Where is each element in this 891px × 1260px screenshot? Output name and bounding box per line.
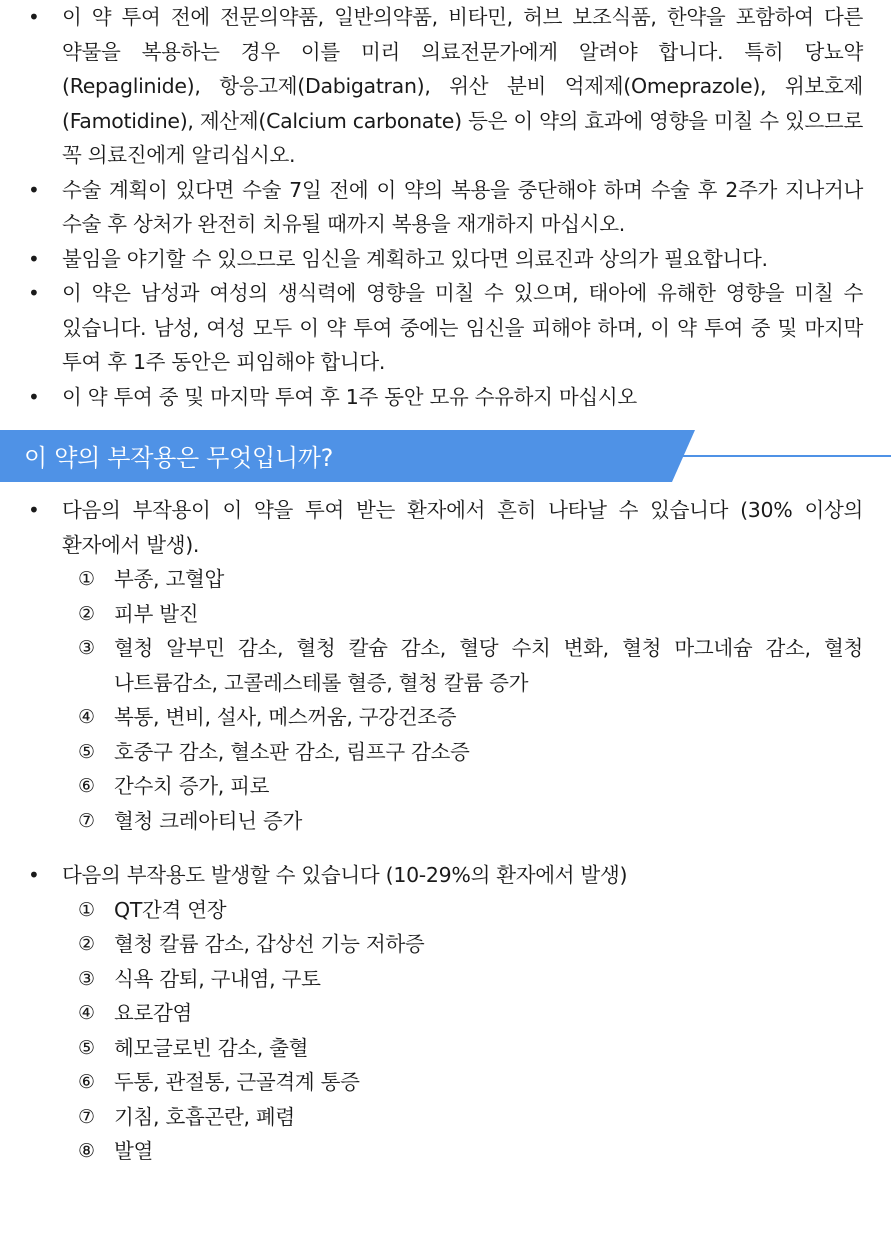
list-item bbox=[78, 804, 863, 839]
list-item bbox=[78, 735, 863, 770]
section-title: 이 약의 부작용은 무엇입니까? bbox=[24, 444, 334, 472]
item-text: 간수치 증가, 피로 bbox=[114, 774, 270, 798]
item-number: ⑤ bbox=[78, 740, 95, 763]
list-item bbox=[78, 1134, 863, 1169]
item-number: ③ bbox=[78, 637, 95, 659]
item-text: 헤모글로빈 감소, 출혈 bbox=[114, 1035, 309, 1060]
bullet-icon: • bbox=[28, 384, 40, 409]
item-number: ⑦ bbox=[78, 809, 95, 832]
item-text: 부종, 고혈압 bbox=[114, 567, 224, 591]
item-text: 피부 발진 bbox=[114, 601, 199, 626]
list-item bbox=[78, 1100, 863, 1135]
less-common-intro-text: 다음의 부작용도 발생할 수 있습니다 (10-29%의 환자에서 발생) bbox=[62, 863, 628, 887]
item-number: ⑧ bbox=[78, 1140, 95, 1162]
less-common-intro bbox=[0, 858, 891, 893]
item-text: 호중구 감소, 혈소판 감소, 림프구 감소증 bbox=[114, 739, 470, 764]
bullet-icon: • bbox=[28, 281, 40, 305]
common-intro bbox=[0, 493, 891, 562]
precautions-section bbox=[0, 0, 891, 414]
list-item bbox=[78, 597, 863, 632]
item-text: 복통, 변비, 설사, 메스꺼움, 구강건조증 bbox=[114, 705, 457, 729]
list-item bbox=[0, 173, 891, 242]
item-number: ⑦ bbox=[78, 1105, 95, 1128]
list-item-text: 불임을 야기할 수 있으므로 임신을 계획하고 있다면 의료진과 상의가 필요합니다. bbox=[62, 246, 768, 271]
less-common-numbered-list bbox=[0, 893, 891, 1169]
list-item bbox=[0, 0, 891, 173]
list-item-text: 이 약 투여 전에 전문의약품, 일반의약품, 비타민, 허브 보조식품, 한약을 포함하여 다른 약물을 복용하는 경우 이를 미리 의료전문가에게 알려야 합니다. 특히 당뇨약(Repaglinide), 항응고제(Dabigatran), 위산 분비 억제제(Omeprazole), 위보호제(Famotidine), 제산제(Calcium carbonate) 등은 이 약의 효과에 영향을 미칠 수 있으므로 꼭 의료진에게 알리십시오. bbox=[62, 5, 863, 167]
less-common-side-effects bbox=[0, 858, 891, 1169]
item-number: ⑥ bbox=[78, 1071, 95, 1093]
list-item bbox=[78, 562, 863, 597]
section-header-line bbox=[678, 455, 891, 457]
item-text: 혈청 칼륨 감소, 갑상선 기능 저하증 bbox=[114, 932, 425, 956]
item-number: ⑤ bbox=[78, 1036, 95, 1059]
bullet-icon: • bbox=[28, 5, 40, 29]
item-number: ① bbox=[78, 568, 95, 590]
item-text: 기침, 호흡곤란, 폐렴 bbox=[114, 1104, 295, 1129]
list-item-text: 이 약 투여 중 및 마지막 투여 후 1주 동안 모유 수유하지 마십시오 bbox=[62, 384, 637, 409]
item-number: ② bbox=[78, 933, 95, 955]
list-item bbox=[0, 242, 891, 277]
bullet-icon: • bbox=[28, 177, 40, 202]
item-text: 두통, 관절통, 근골격계 통증 bbox=[114, 1070, 360, 1094]
list-item bbox=[78, 700, 863, 735]
section-header bbox=[0, 430, 891, 482]
precautions-list bbox=[0, 0, 891, 414]
list-item-text: 수술 계획이 있다면 수술 7일 전에 이 약의 복용을 중단해야 하며 수술 후 2주가 지나거나 수술 후 상처가 완전히 치유될 때까지 복용을 재개하지 마십시오. bbox=[62, 177, 863, 236]
item-number: ④ bbox=[78, 1002, 95, 1024]
list-item bbox=[78, 769, 863, 804]
list-item bbox=[78, 962, 863, 997]
list-item bbox=[0, 380, 891, 415]
bullet-icon: • bbox=[28, 246, 40, 271]
item-text: 혈청 알부민 감소, 혈청 칼슘 감소, 혈당 수치 변화, 혈청 마그네슘 감소, 혈청 나트륨감소, 고콜레스테롤 혈증, 혈청 칼륨 증가 bbox=[114, 636, 863, 695]
item-number: ④ bbox=[78, 706, 95, 728]
item-text: 발열 bbox=[114, 1139, 154, 1163]
bullet-icon: • bbox=[28, 498, 40, 522]
bullet-icon: • bbox=[28, 863, 40, 887]
common-side-effects bbox=[0, 493, 891, 838]
common-list bbox=[0, 493, 891, 562]
list-item bbox=[0, 276, 891, 380]
less-common-list bbox=[0, 858, 891, 893]
item-number: ③ bbox=[78, 967, 95, 990]
item-text: 식욕 감퇴, 구내염, 구토 bbox=[114, 966, 321, 991]
item-number: ② bbox=[78, 602, 95, 625]
item-number: ⑥ bbox=[78, 775, 95, 797]
common-intro-text: 다음의 부작용이 이 약을 투여 받는 환자에서 흔히 나타날 수 있습니다 (30% 이상의 환자에서 발생). bbox=[62, 498, 863, 557]
list-item bbox=[78, 996, 863, 1031]
list-item bbox=[78, 1065, 863, 1100]
list-item bbox=[78, 893, 863, 928]
list-item-text: 이 약은 남성과 여성의 생식력에 영향을 미칠 수 있으며, 태아에 유해한 영향을 미칠 수 있습니다. 남성, 여성 모두 이 약 투여 중에는 임신을 피해야 하며, 이 약 투여 중 및 마지막 투여 후 1주 동안은 피임해야 합니다. bbox=[62, 281, 863, 374]
item-text: 혈청 크레아티닌 증가 bbox=[114, 808, 302, 833]
item-text: QT간격 연장 bbox=[114, 897, 227, 922]
common-numbered-list bbox=[0, 562, 891, 838]
list-item bbox=[78, 1031, 863, 1066]
item-number: ① bbox=[78, 898, 95, 921]
list-item bbox=[78, 631, 863, 700]
list-item bbox=[78, 927, 863, 962]
item-text: 요로감염 bbox=[114, 1001, 193, 1025]
